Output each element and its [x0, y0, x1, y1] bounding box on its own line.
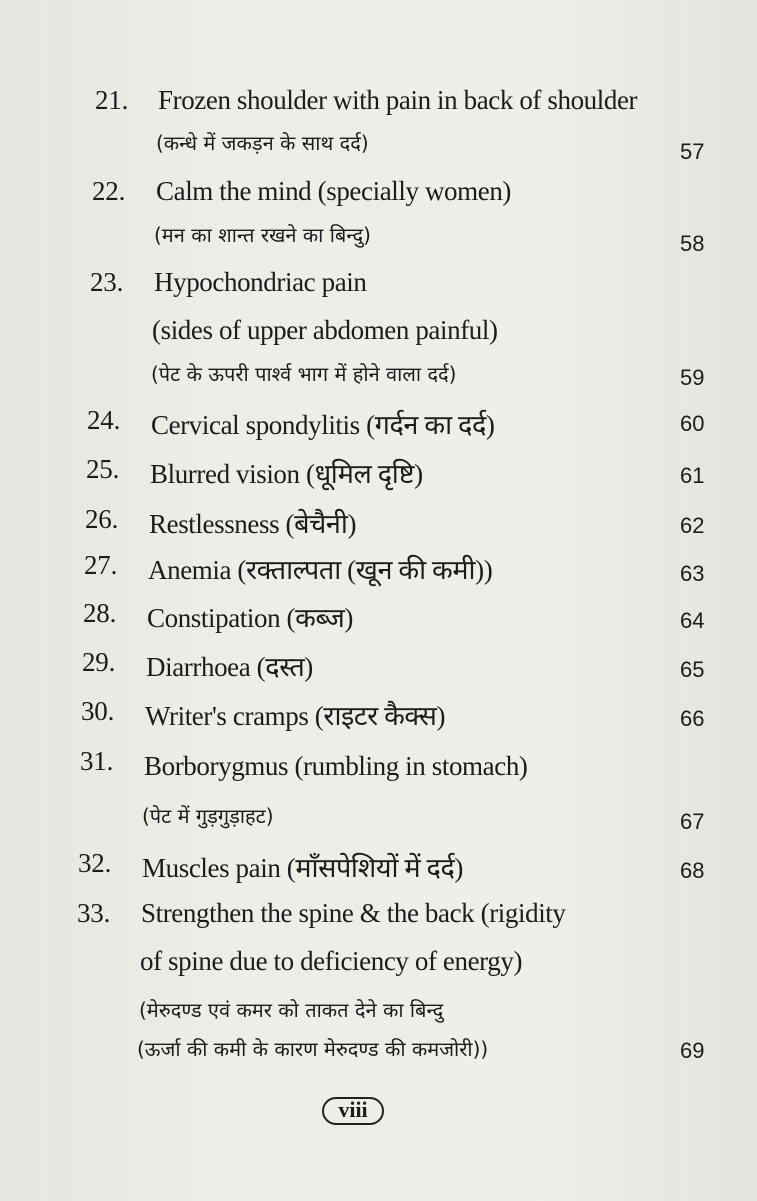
entry-title: Frozen shoulder with pain in back of shoulder	[158, 85, 638, 115]
entry-title: Strengthen the spine & the back (rigidity	[141, 898, 566, 928]
page-number-badge: viii	[322, 1097, 384, 1125]
entry-hindi-title: (कन्धे में जकड़न के साथ दर्द)	[156, 131, 369, 155]
entry-hindi-title: (पेट के ऊपरी पार्श्व भाग में होने वाला दर्द)	[151, 362, 457, 386]
entry-page-number: 57	[680, 139, 705, 164]
entry-page-number: 69	[680, 1038, 705, 1063]
entry-number: 29.	[82, 647, 116, 677]
entry-page-number: 60	[680, 411, 705, 436]
entry-title-continued: of spine due to deficiency of energy)	[140, 946, 523, 976]
entry-number: 23.	[90, 267, 124, 297]
entry-title: Restlessness (बेचैनी)	[149, 509, 357, 539]
entry-number: 27.	[84, 550, 118, 580]
entry-title: Muscles pain (माँसपेशियों में दर्द)	[142, 853, 464, 883]
entry-title: Cervical spondylitis (गर्दन का दर्द)	[151, 410, 495, 440]
entry-number: 24.	[87, 405, 121, 435]
entry-number: 26.	[85, 504, 119, 534]
entry-title: Blurred vision (धूमिल दृष्टि)	[150, 459, 423, 489]
entry-number: 33.	[77, 898, 111, 928]
entry-page-number: 58	[680, 231, 705, 256]
entry-number: 21.	[95, 85, 129, 115]
entry-number: 25.	[86, 454, 120, 484]
entry-page-number: 65	[680, 657, 705, 682]
entry-title: Diarrhoea (दस्त)	[146, 652, 313, 682]
entry-number: 28.	[83, 598, 117, 628]
entry-hindi-title-continued: (ऊर्जा की कमी के कारण मेरुदण्ड की कमजोरी))	[137, 1037, 489, 1061]
entry-page-number: 68	[680, 858, 705, 883]
entry-page-number: 59	[680, 365, 705, 390]
entry-page-number: 62	[680, 513, 705, 538]
entry-title: Constipation (कब्ज)	[147, 603, 354, 633]
entry-number: 30.	[81, 696, 115, 726]
entry-page-number: 61	[680, 463, 705, 488]
entry-title: Writer's cramps (राइटर कैक्स)	[145, 701, 446, 731]
entry-title: Calm the mind (specially women)	[156, 176, 512, 206]
entry-title: Anemia (रक्ताल्पता (खून की कमी))	[148, 555, 493, 585]
entry-title: Hypochondriac pain	[154, 267, 367, 297]
entry-page-number: 64	[680, 608, 705, 633]
entry-page-number: 66	[680, 706, 705, 731]
entry-page-number: 67	[680, 809, 705, 834]
entry-number: 22.	[92, 176, 126, 206]
entry-hindi-title: (पेट में गुड़गुड़ाहट)	[142, 804, 274, 828]
entry-title: Borborygmus (rumbling in stomach)	[144, 751, 528, 781]
entry-subtitle: (sides of upper abdomen painful)	[152, 315, 498, 345]
entry-page-number: 63	[680, 561, 705, 586]
entry-hindi-title: (मन का शान्त रखने का बिन्दु)	[154, 223, 371, 247]
entry-number: 32.	[78, 848, 112, 878]
entry-number: 31.	[80, 746, 114, 776]
entry-hindi-title: (मेरुदण्ड एवं कमर को ताकत देने का बिन्दु	[139, 998, 444, 1022]
